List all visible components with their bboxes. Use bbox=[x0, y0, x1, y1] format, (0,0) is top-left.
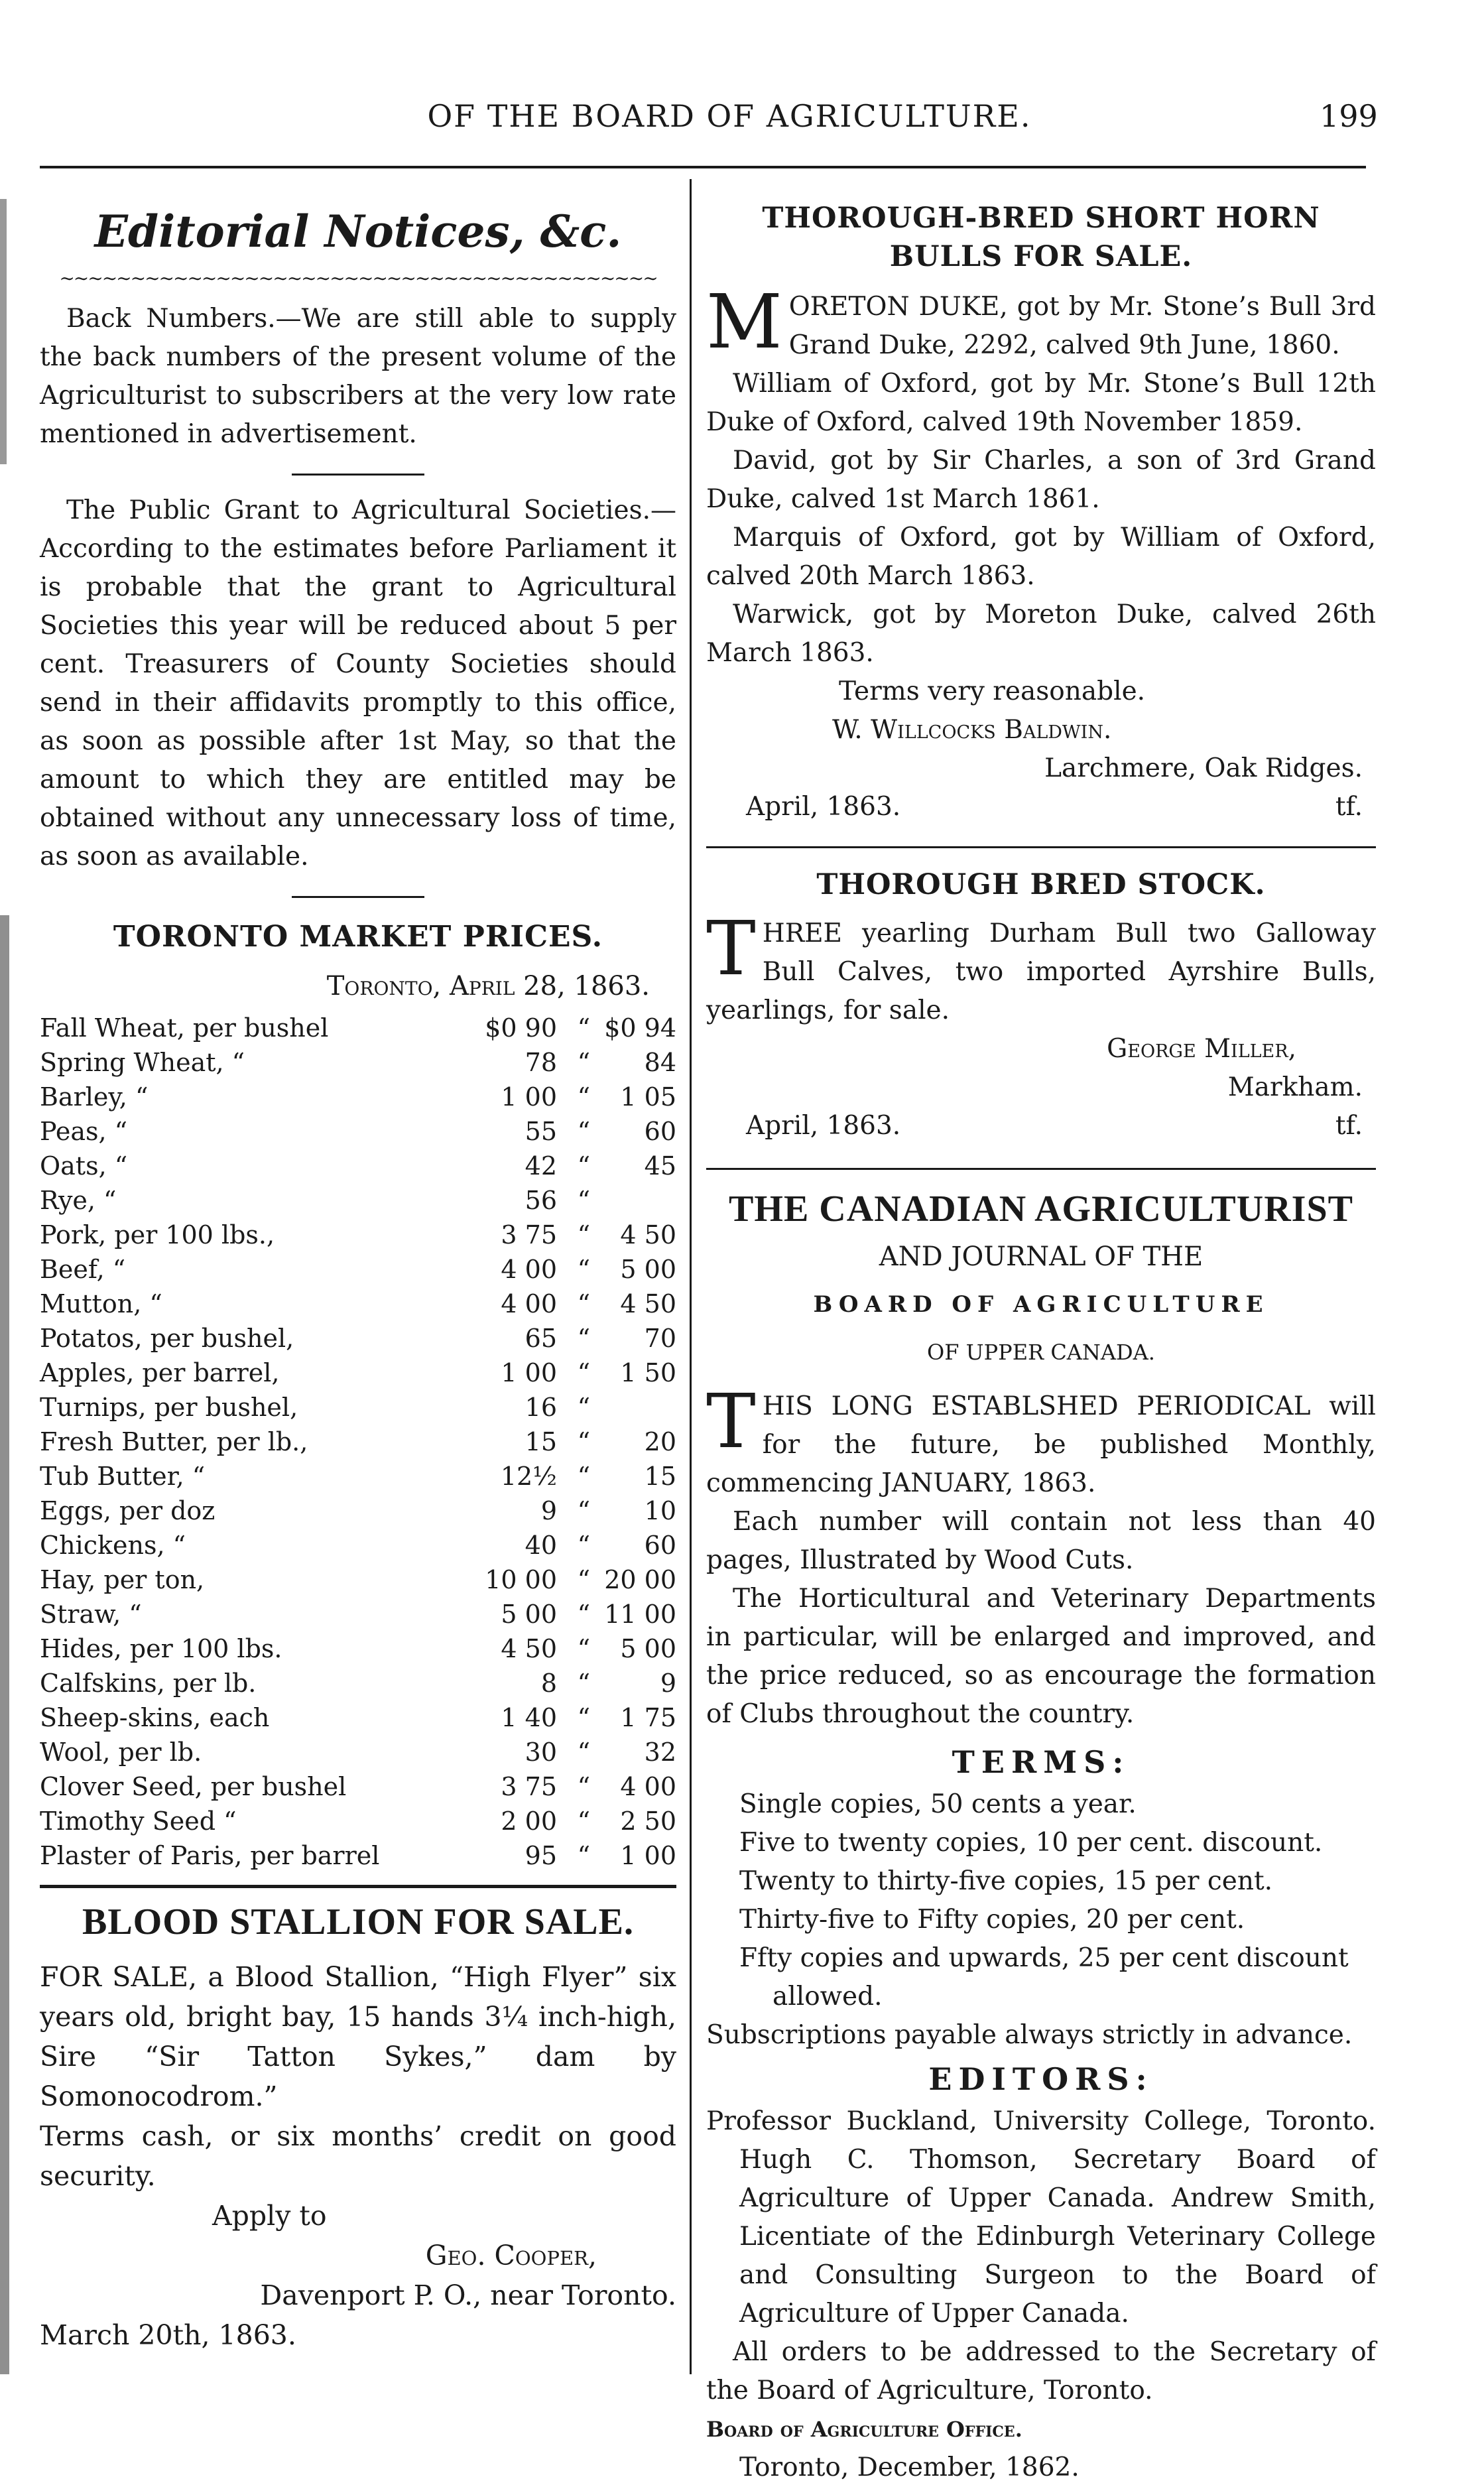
ditto-mark: “ bbox=[577, 1496, 590, 1525]
terms-list bbox=[706, 1785, 1376, 2016]
right-column bbox=[706, 199, 1376, 2487]
price-high: 60 bbox=[644, 1531, 676, 1560]
market-date: Toronto, April 28, 1863. bbox=[326, 971, 650, 1001]
ca-subtitle: AND JOURNAL OF THE bbox=[879, 1242, 1204, 1272]
ditto-mark: “ bbox=[577, 1358, 590, 1387]
ditto-mark: “ bbox=[577, 1462, 590, 1491]
ca-subtitle-region: OF UPPER CANADA. bbox=[927, 1340, 1155, 1365]
ditto-mark: “ bbox=[577, 1738, 590, 1767]
price-row bbox=[40, 1356, 676, 1390]
shorthorn-tf: tf. bbox=[1335, 792, 1363, 822]
stock-tf: tf. bbox=[1335, 1111, 1363, 1141]
price-row bbox=[40, 1459, 676, 1494]
price-high: 4 50 bbox=[620, 1289, 676, 1318]
shorthorn-subtitle: BULLS FOR SALE. bbox=[889, 240, 1193, 273]
price-low: 12½ bbox=[500, 1462, 557, 1491]
price-row bbox=[40, 1045, 676, 1080]
column-divider bbox=[690, 179, 692, 2374]
price-low: 40 bbox=[525, 1531, 557, 1560]
price-item: Chickens, “ bbox=[40, 1531, 186, 1560]
divider bbox=[40, 1885, 676, 1888]
divider bbox=[706, 1168, 1376, 1170]
price-high: 4 50 bbox=[620, 1220, 676, 1249]
scan-edge-mark bbox=[0, 915, 9, 2374]
price-item: Peas, “ bbox=[40, 1117, 128, 1146]
subscriptions-note: Subscriptions payable always strictly in advance. bbox=[706, 2020, 1353, 2050]
scan-edge-mark bbox=[0, 199, 7, 464]
price-high: 1 75 bbox=[620, 1703, 676, 1732]
terms-item: Twenty to thirty-five copies, 15 per cent. bbox=[739, 1866, 1273, 1896]
price-low: 2 00 bbox=[501, 1807, 557, 1836]
price-item: Wool, per lb. bbox=[40, 1738, 202, 1767]
price-low: $0 90 bbox=[485, 1013, 557, 1043]
ditto-mark: “ bbox=[577, 1082, 590, 1112]
editors-title: EDITORS: bbox=[928, 2061, 1154, 2097]
market-prices-title: TORONTO MARKET PRICES. bbox=[113, 920, 603, 954]
price-high: 20 bbox=[644, 1427, 676, 1456]
back-numbers-notice: Back Numbers.—We are still able to supply the back numbers of the present volume of the Agriculturist to subscribers at the very low rate mentioned in advertisement. bbox=[40, 304, 676, 449]
price-row bbox=[40, 1838, 676, 1873]
shorthorn-dropcap: M bbox=[706, 279, 782, 365]
price-high: 60 bbox=[644, 1117, 676, 1146]
price-item: Calfskins, per lb. bbox=[40, 1669, 257, 1698]
price-item: Hides, per 100 lbs. bbox=[40, 1634, 282, 1663]
price-row bbox=[40, 1597, 676, 1631]
office-name: Board of Agriculture Office. bbox=[706, 2417, 1022, 2442]
price-item: Spring Wheat, “ bbox=[40, 1048, 245, 1077]
price-high: 4 00 bbox=[620, 1772, 676, 1801]
price-row bbox=[40, 1287, 676, 1321]
price-item: Eggs, per doz bbox=[40, 1496, 216, 1525]
price-item: Beef, “ bbox=[40, 1255, 126, 1284]
price-low: 3 75 bbox=[501, 1220, 557, 1249]
page-number: 199 bbox=[1320, 98, 1378, 134]
price-high: 10 bbox=[644, 1496, 676, 1525]
ditto-mark: “ bbox=[577, 1531, 590, 1560]
price-high: 5 00 bbox=[620, 1255, 676, 1284]
price-row bbox=[40, 1562, 676, 1597]
ditto-mark: “ bbox=[577, 1565, 590, 1594]
price-high: 70 bbox=[644, 1324, 676, 1353]
price-low: 1 00 bbox=[501, 1358, 557, 1387]
price-row bbox=[40, 1804, 676, 1838]
price-item: Potatos, per bushel, bbox=[40, 1324, 294, 1353]
left-column bbox=[40, 199, 676, 2355]
price-low: 95 bbox=[525, 1841, 557, 1870]
ditto-mark: “ bbox=[577, 1600, 590, 1629]
terms-item: Single copies, 50 cents a year. bbox=[739, 1789, 1137, 1819]
price-item: Hay, per ton, bbox=[40, 1565, 205, 1594]
price-high: 9 bbox=[660, 1669, 676, 1698]
ditto-mark: “ bbox=[577, 1772, 590, 1801]
price-item: Turnips, per bushel, bbox=[40, 1393, 298, 1422]
price-row bbox=[40, 1252, 676, 1287]
price-item: Fresh Butter, per lb., bbox=[40, 1427, 308, 1456]
price-item: Apples, per barrel, bbox=[40, 1358, 280, 1387]
price-low: 10 00 bbox=[485, 1565, 557, 1594]
ditto-mark: “ bbox=[577, 1324, 590, 1353]
ditto-mark: “ bbox=[577, 1013, 590, 1043]
price-row bbox=[40, 1735, 676, 1769]
stock-date: April, 1863. bbox=[746, 1111, 901, 1141]
price-high: 2 50 bbox=[620, 1807, 676, 1836]
orders-note: All orders to be addressed to the Secretary of the Board of Agriculture, Toronto. bbox=[706, 2337, 1376, 2405]
ditto-mark: “ bbox=[577, 1289, 590, 1318]
ditto-mark: “ bbox=[577, 1255, 590, 1284]
price-item: Straw, “ bbox=[40, 1600, 142, 1629]
price-row bbox=[40, 1700, 676, 1735]
stock-text: HREE yearling Durham Bull two Galloway Bull Calves, two imported Ayrshire Bulls, yearlings, for sale. bbox=[706, 919, 1376, 1025]
price-high: 84 bbox=[644, 1048, 676, 1077]
ditto-mark: “ bbox=[577, 1220, 590, 1249]
editors-text: Professor Buckland, University College, Toronto. Hugh C. Thomson, Secretary Board of Agriculture of Upper Canada. Andrew Smith, Licentiate of the Edinburgh Veterinary College and Consulting Surgeon to the Board of Agriculture of Upper Canada. bbox=[706, 2106, 1376, 2328]
terms-item: Ffty copies and upwards, 25 per cent discount allowed. bbox=[739, 1943, 1349, 2011]
price-low: 30 bbox=[525, 1738, 557, 1767]
shorthorn-entry: David, got by Sir Charles, a son of 3rd Grand Duke, calved 1st March 1861. bbox=[706, 446, 1376, 514]
stallion-date: March 20th, 1863. bbox=[40, 2319, 296, 2351]
price-low: 5 00 bbox=[501, 1600, 557, 1629]
price-low: 56 bbox=[525, 1186, 557, 1215]
price-high: 5 00 bbox=[620, 1634, 676, 1663]
office-date: Toronto, December, 1862. bbox=[739, 2453, 1080, 2482]
price-row bbox=[40, 1321, 676, 1356]
shorthorn-title: THOROUGH-BRED SHORT HORN bbox=[762, 202, 1320, 235]
stallion-address: Davenport P. O., near Toronto. bbox=[260, 2279, 676, 2311]
price-item: Barley, “ bbox=[40, 1082, 149, 1112]
stock-signer: George Miller, bbox=[1107, 1034, 1296, 1064]
price-low: 4 00 bbox=[501, 1289, 557, 1318]
price-high: $0 94 bbox=[604, 1013, 676, 1043]
ditto-mark: “ bbox=[577, 1151, 590, 1180]
price-low: 65 bbox=[525, 1324, 557, 1353]
price-row bbox=[40, 1769, 676, 1804]
price-high: 15 bbox=[644, 1462, 676, 1491]
price-item: Clover Seed, per bushel bbox=[40, 1772, 347, 1801]
price-item: Pork, per 100 lbs., bbox=[40, 1220, 275, 1249]
wavy-divider: ∼∼∼∼∼∼∼∼∼∼∼∼∼∼∼∼∼∼∼∼∼∼∼∼∼∼∼∼∼∼∼∼∼∼∼∼∼∼∼∼∼∼ bbox=[59, 267, 657, 289]
ca-paragraph: Each number will contain not less than 40 pages, Illustrated by Wood Cuts. bbox=[706, 1507, 1376, 1575]
ditto-mark: “ bbox=[577, 1427, 590, 1456]
stallion-apply: Apply to bbox=[212, 2200, 327, 2232]
price-high: 32 bbox=[644, 1738, 676, 1767]
ditto-mark: “ bbox=[577, 1807, 590, 1836]
divider bbox=[292, 896, 424, 898]
terms-title: TERMS: bbox=[952, 1744, 1131, 1780]
price-item: Mutton, “ bbox=[40, 1289, 162, 1318]
ditto-mark: “ bbox=[577, 1393, 590, 1422]
price-high bbox=[590, 1183, 676, 1218]
price-item: Oats, “ bbox=[40, 1151, 128, 1180]
divider bbox=[706, 846, 1376, 848]
ditto-mark: “ bbox=[577, 1669, 590, 1698]
editorial-title: Editorial Notices, &c. bbox=[94, 206, 622, 257]
header-rule bbox=[40, 166, 1366, 168]
price-low: 4 00 bbox=[501, 1255, 557, 1284]
price-low: 1 40 bbox=[501, 1703, 557, 1732]
price-item: Fall Wheat, per bushel bbox=[40, 1013, 329, 1043]
price-row bbox=[40, 1011, 676, 1045]
price-high: 45 bbox=[644, 1151, 676, 1180]
shorthorn-terms: Terms very reasonable. bbox=[839, 676, 1146, 706]
stallion-title: BLOOD STALLION FOR SALE. bbox=[82, 1901, 635, 1943]
price-low: 4 50 bbox=[501, 1634, 557, 1663]
stallion-signer: Geo. Cooper, bbox=[425, 2240, 597, 2271]
public-grant-notice: The Public Grant to Agricultural Societies.—According to the estimates before Parliament it is probable that the grant to Agricultural Societies this year will be reduced about 5 per cent. Treasurers of County Societies should send in their affidavits promptly to this office, as soon as possible after 1st May, so that the amount to which they are entitled may be obtained without any unnecessary loss of time, as soon as available. bbox=[40, 495, 676, 871]
stock-title: THOROUGH BRED STOCK. bbox=[816, 868, 1266, 901]
price-low: 9 bbox=[540, 1496, 557, 1525]
stock-place: Markham. bbox=[1227, 1072, 1363, 1102]
ditto-mark: “ bbox=[577, 1703, 590, 1732]
shorthorn-date: April, 1863. bbox=[746, 792, 901, 822]
shorthorn-entry: Warwick, got by Moreton Duke, calved 26th March 1863. bbox=[706, 600, 1376, 668]
shorthorn-entry: Marquis of Oxford, got by William of Oxford, calved 20th March 1863. bbox=[706, 523, 1376, 591]
price-item: Sheep-skins, each bbox=[40, 1703, 270, 1732]
shorthorn-entry: ORETON DUKE, got by Mr. Stone’s Bull 3rd Grand Duke, 2292, calved 9th June, 1860. bbox=[788, 292, 1376, 360]
price-row bbox=[40, 1114, 676, 1149]
price-low: 8 bbox=[540, 1669, 557, 1698]
price-item: Tub Butter, “ bbox=[40, 1462, 206, 1491]
price-row bbox=[40, 1183, 676, 1218]
price-row bbox=[40, 1666, 676, 1700]
price-row bbox=[40, 1528, 676, 1562]
price-high: 20 00 bbox=[604, 1565, 676, 1594]
price-row bbox=[40, 1218, 676, 1252]
price-low: 16 bbox=[525, 1393, 557, 1422]
market-prices-table bbox=[40, 1011, 676, 1873]
price-high: 1 00 bbox=[620, 1841, 676, 1870]
running-header: OF THE BOARD OF AGRICULTURE. bbox=[427, 98, 1032, 134]
divider bbox=[292, 474, 424, 476]
price-row bbox=[40, 1631, 676, 1666]
ca-dropcap: T bbox=[706, 1379, 756, 1465]
price-low: 42 bbox=[525, 1151, 557, 1180]
price-low: 1 00 bbox=[501, 1082, 557, 1112]
ca-paragraph: The Horticultural and Veterinary Departments in particular, will be enlarged and improved, and the price reduced, so as encourage the formation of Clubs throughout the country. bbox=[706, 1584, 1376, 1729]
ca-subtitle-board: BOARD OF AGRICULTURE bbox=[813, 1291, 1269, 1318]
ditto-mark: “ bbox=[577, 1841, 590, 1870]
ditto-mark: “ bbox=[577, 1186, 590, 1215]
canadian-agriculturist-title: THE CANADIAN AGRICULTURIST bbox=[729, 1188, 1353, 1230]
terms-item: Five to twenty copies, 10 per cent. discount. bbox=[739, 1828, 1323, 1858]
price-low: 3 75 bbox=[501, 1772, 557, 1801]
shorthorn-entry: William of Oxford, got by Mr. Stone’s Bull 12th Duke of Oxford, calved 19th November 1859. bbox=[706, 369, 1376, 437]
ditto-mark: “ bbox=[577, 1634, 590, 1663]
shorthorn-signer: W. Willcocks Baldwin. bbox=[832, 715, 1112, 745]
ditto-mark: “ bbox=[577, 1048, 590, 1077]
price-low: 55 bbox=[525, 1117, 557, 1146]
price-high: 1 50 bbox=[620, 1358, 676, 1387]
price-row bbox=[40, 1080, 676, 1114]
price-row bbox=[40, 1425, 676, 1459]
price-row bbox=[40, 1390, 676, 1425]
price-item: Rye, “ bbox=[40, 1186, 117, 1215]
stallion-terms: Terms cash, or six months’ credit on good security. bbox=[40, 2120, 676, 2192]
price-high: 1 05 bbox=[620, 1082, 676, 1112]
price-item: Plaster of Paris, per barrel bbox=[40, 1841, 380, 1870]
price-row bbox=[40, 1149, 676, 1183]
price-low: 15 bbox=[525, 1427, 557, 1456]
terms-item: Thirty-five to Fifty copies, 20 per cent. bbox=[739, 1905, 1245, 1935]
shorthorn-place: Larchmere, Oak Ridges. bbox=[1044, 753, 1363, 783]
price-low: 78 bbox=[525, 1048, 557, 1077]
price-high bbox=[590, 1390, 676, 1425]
ditto-mark: “ bbox=[577, 1117, 590, 1146]
stock-dropcap: T bbox=[706, 906, 756, 992]
ca-intro: HIS LONG ESTABLSHED PERIODICAL will for the future, be published Monthly, commencing JANUARY, 1863. bbox=[706, 1391, 1376, 1498]
price-item: Timothy Seed “ bbox=[40, 1807, 237, 1836]
stallion-text: FOR SALE, a Blood Stallion, “High Flyer” six years old, bright bay, 15 hands 3¼ inch-high, Sire “Sir Tatton Sykes,” dam by Somonocodrom.” bbox=[40, 1961, 676, 2112]
price-row bbox=[40, 1494, 676, 1528]
price-high: 11 00 bbox=[604, 1600, 676, 1629]
